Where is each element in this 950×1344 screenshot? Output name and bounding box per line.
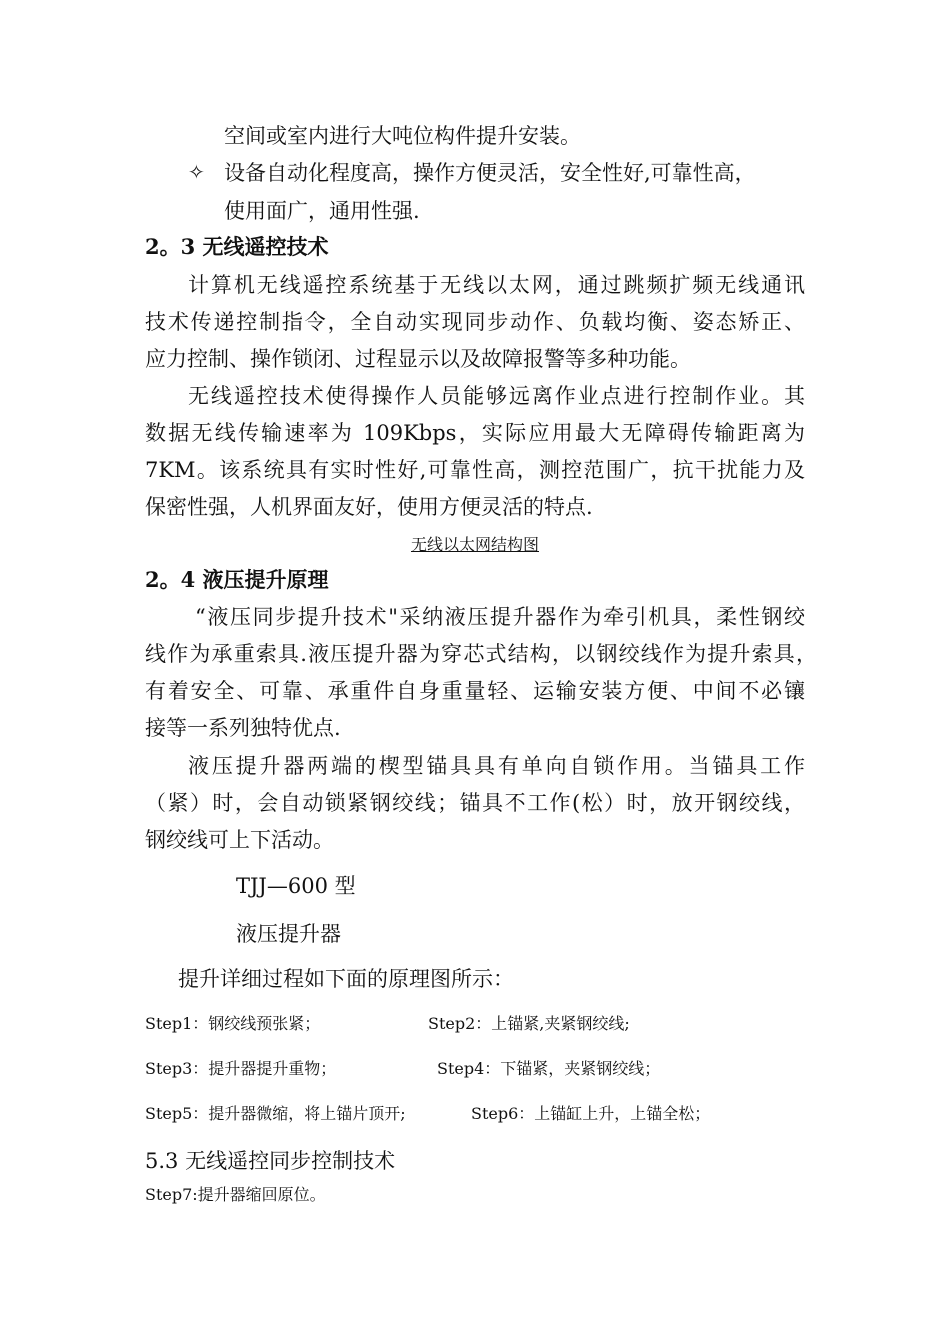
paragraph-line: 线作为承重索具.液压提升器为穿芯式结构，以钢绞线作为提升索具，	[145, 642, 817, 666]
figure-label: 液压提升器	[236, 922, 341, 946]
paragraph-line: （紧）时，会自动锁紧钢绞线；锚具不工作(松）时，放开钢绞线，	[145, 791, 805, 815]
process-intro: 提升详细过程如下面的原理图所示：	[178, 967, 514, 991]
paragraph-line: 液压提升器两端的楔型锚具具有单向自锁作用。当锚具工作	[188, 754, 805, 778]
step-item: Step1：钢绞线预张紧；	[145, 1014, 321, 1033]
diamond-bullet-icon: ✧	[188, 160, 205, 184]
sub-heading-5-3: 5.3 无线遥控同步控制技术	[145, 1149, 396, 1173]
section-heading-2-4: 2。4 液压提升原理	[145, 567, 329, 592]
paragraph-line: 数据无线传输速率为 109Kbps，实际应用最大无障碍传输距离为	[145, 421, 805, 445]
section-heading-2-3: 2。3 无线遥控技术	[145, 234, 329, 259]
step-item: Step4：下锚紧，夹紧钢绞线；	[437, 1059, 661, 1078]
paragraph-line: 接等一系列独特优点.	[145, 716, 341, 740]
figure-label: TJJ—600 型	[236, 874, 356, 898]
paragraph-line: 保密性强，人机界面友好，使用方便灵活的特点.	[145, 495, 593, 519]
figure-caption: 无线以太网结构图	[410, 535, 539, 554]
step-item: Step3：提升器提升重物；	[145, 1059, 337, 1078]
bullet-text-line: 设备自动化程度高，操作方便灵活，安全性好,可靠性高，	[224, 161, 756, 185]
paragraph-line: “液压同步提升技术"采纳液压提升器作为牵引机具，柔性钢绞	[195, 605, 805, 629]
paragraph-line: 钢绞线可上下活动。	[145, 828, 334, 852]
step-item: Step5：提升器微缩，将上锚片顶开;	[145, 1104, 406, 1123]
step-item: Step2：上锚紧,夹紧钢绞线;	[428, 1014, 630, 1033]
bullet-text-line: 使用面广，通用性强.	[224, 199, 420, 223]
step-item: Step7:提升器缩回原位。	[145, 1185, 326, 1204]
paragraph-line: 有着安全、可靠、承重件自身重量轻、运输安装方便、中间不必镶	[145, 679, 805, 703]
paragraph-line: 7KM。该系统具有实时性好,可靠性高，测控范围广，抗干扰能力及	[145, 458, 805, 482]
paragraph-line: 无线遥控技术使得操作人员能够远离作业点进行控制作业。其	[188, 384, 805, 408]
text-line: 空间或室内进行大吨位构件提升安装。	[224, 124, 581, 148]
paragraph-line: 应力控制、操作锁闭、过程显示以及故障报警等多种功能。	[145, 347, 691, 371]
step-item: Step6：上锚缸上升，上锚全松；	[471, 1104, 711, 1123]
paragraph-line: 计算机无线遥控系统基于无线以太网，通过跳频扩频无线通讯	[188, 273, 805, 297]
paragraph-line: 技术传递控制指令，全自动实现同步动作、负载均衡、姿态矫正、	[145, 310, 805, 334]
